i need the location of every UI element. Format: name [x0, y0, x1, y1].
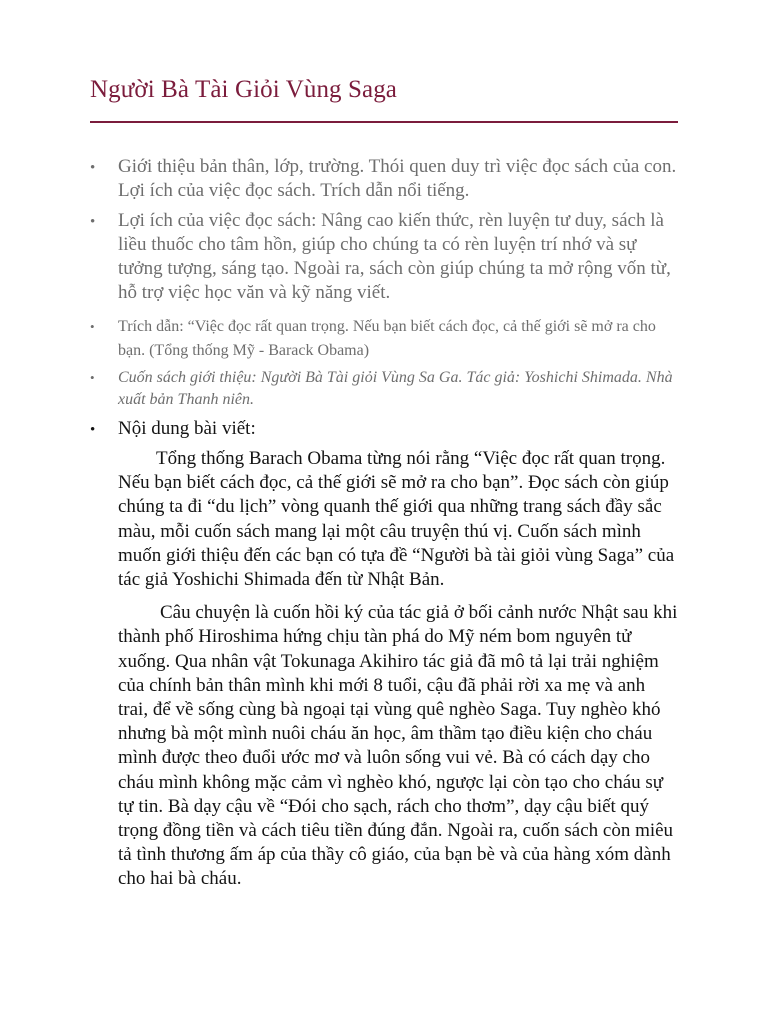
bullet-text: Lợi ích của việc đọc sách: Nâng cao kiến thức, rèn luyện tư duy, sách là liều thuốc cho tâm hồn, giúp cho chúng ta có rèn luyện trí nhớ và sự tưởng tượng, sáng tạo. Ngoài ra, sách còn giúp chúng ta mở rộng vốn từ, hỗ trợ việc học văn và kỹ năng viết. — [118, 210, 671, 303]
document-title: Người Bà Tài Giỏi Vùng Saga — [90, 76, 397, 103]
bullet-text: Nội dung bài viết: — [118, 418, 256, 439]
bullet-icon: • — [90, 370, 95, 385]
title-divider — [90, 121, 678, 123]
bullet-icon: • — [90, 160, 96, 176]
bullet-icon: • — [90, 214, 96, 230]
bullet-text: Cuốn sách giới thiệu: Người Bà Tài giỏi Vùng Sa Ga. Tác giả: Yoshichi Shimada. Nhà xuất bản Thanh niên. — [118, 369, 673, 408]
bullet-item-benefits — [90, 209, 678, 305]
bullet-icon: • — [90, 319, 95, 334]
bullet-icon: • — [90, 422, 96, 438]
bullet-list — [90, 155, 678, 892]
bullet-item-quote — [90, 315, 678, 363]
bullet-item-content — [90, 417, 678, 892]
body-paragraph: Câu chuyện là cuốn hồi ký của tác giả ở bối cảnh nước Nhật sau khi thành phố Hiroshima hứng chịu tàn phá do Mỹ ném bom nguyên tử xuống. Qua nhân vật Tokunaga Akihiro tác giả đã mô tả lại trải nghiệm của chính bản thân mình khi mới 8 tuổi, cậu đã phải rời xa mẹ và anh trai, để về sống cùng bà ngoại tại vùng quê nghèo Saga. Tuy nghèo khó nhưng bà một mình nuôi cháu ăn học, âm thầm tạo điều kiện cho cháu mình được theo đuổi ước mơ và luôn sống vui vẻ. Bà có cách dạy cho cháu mình không mặc cảm vì nghèo khó, ngược lại còn tạo cho cháu sự tự tin. Bà dạy cậu về “Đói cho sạch, rách cho thơm”, dạy cậu biết quý trọng đồng tiền và cách tiêu tiền đúng đắn. Ngoài ra, cuốn sách còn miêu tả tình thương ấm áp của thầy cô giáo, của bạn bè và của hàng xóm dành cho hai bà cháu. — [118, 602, 678, 890]
bullet-text: Trích dẫn: “Việc đọc rất quan trọng. Nếu bạn biết cách đọc, cả thế giới sẽ mở ra cho bạn. (Tổng thống Mỹ - Barack Obama) — [118, 318, 656, 359]
body-paragraph: Tổng thống Barach Obama từng nói rằng “Việc đọc rất quan trọng. Nếu bạn biết cách đọc, cả thế giới sẽ mở ra cho bạn”. Đọc sách còn giúp chúng ta đi “du lịch” vòng quanh thế giới qua những trang sách đầy sắc màu, mỗi cuốn sách mang lại một câu truyện thú vị. Cuốn sách mình muốn giới thiệu đến các bạn có tựa đề “Người bà tài giỏi vùng Saga” của tác giả Yoshichi Shimada đến từ Nhật Bản. — [118, 448, 675, 591]
bullet-text: Giới thiệu bản thân, lớp, trường. Thói quen duy trì việc đọc sách của con. Lợi ích của việc đọc sách. Trích dẫn nổi tiếng. — [118, 156, 677, 201]
bullet-item-intro — [90, 155, 678, 203]
bullet-item-book-info — [90, 367, 678, 411]
